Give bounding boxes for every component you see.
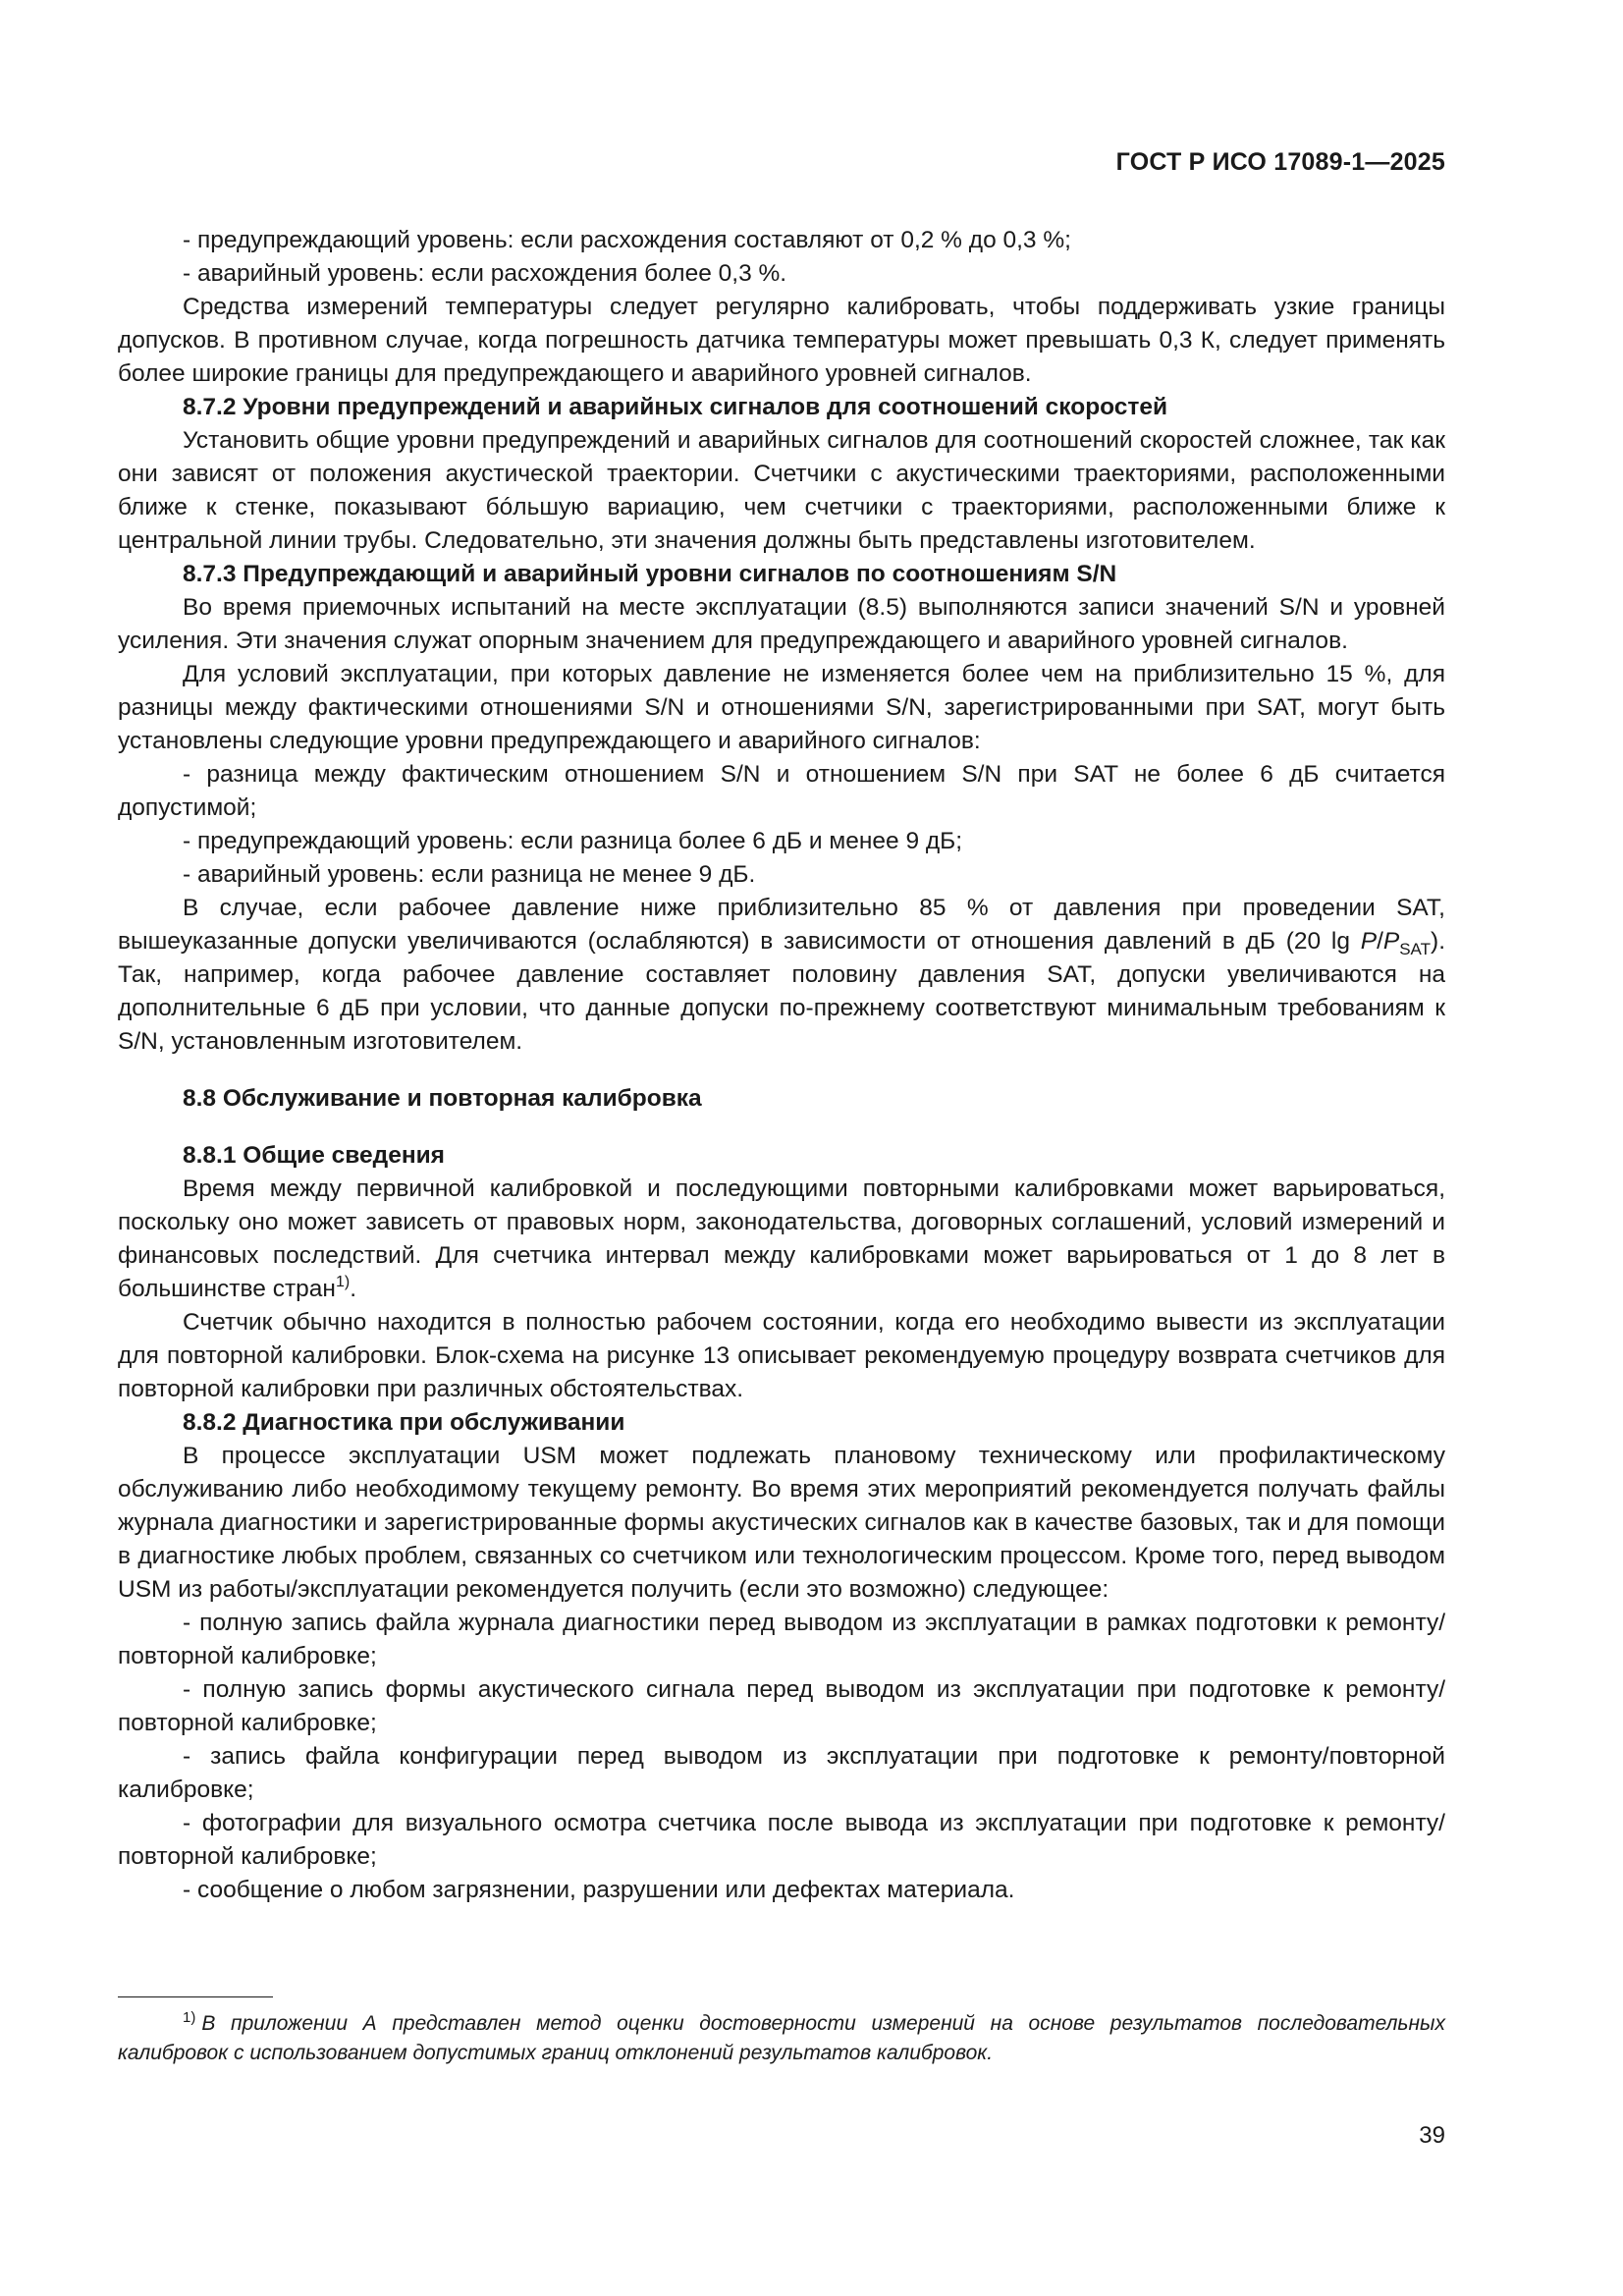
paragraph: Счетчик обычно находится в полностью рабочем состоянии, когда его необходимо вывести из эксплуатации для повторной калибровки. Блок-схема на рисунке 13 описывает рекомендуемую процедуру возврата счетчиков для повторной калибровки при различных обстоятельствах. (118, 1309, 1445, 1402)
document-page (118, 0, 1445, 2296)
formula-subscript: SAT (1399, 940, 1432, 958)
paragraph: Во время приемочных испытаний на месте эксплуатации (8.5) выполняются записи значений S/N и уровней усиления. Эти значения служат опорным значением для предупреждающего и аварийного уровней сигналов. (118, 594, 1445, 654)
paragraph (118, 1173, 1445, 1306)
paragraph: - аварийный уровень: если разница не менее 9 дБ. (183, 861, 756, 888)
paragraph: - предупреждающий уровень: если разница более 6 дБ и менее 9 дБ; (183, 828, 963, 854)
paragraph (118, 892, 1445, 1059)
paragraph: - запись файла конфигурации перед выводом из эксплуатации при подготовке к ремонту/повторной калибровке; (118, 1743, 1445, 1803)
paragraph-gap (118, 1059, 1445, 1082)
paragraph: - фотографии для визуального осмотра счетчика после вывода из эксплуатации при подготовке к ремонту/повторной калибровке; (118, 1810, 1445, 1870)
section-heading: 8.8 Обслуживание и повторная калибровка (183, 1085, 702, 1112)
footnote-text: В приложении А представлен метод оценки достоверности измерений на основе результатов последовательных калибровок с использованием допустимых границ отклонений результатов калибровок. (118, 2012, 1445, 2064)
paragraph: В процессе эксплуатации USM может подлежать плановому техническому или профилактическому обслуживанию либо необходимому текущему ремонту. Во время этих мероприятий рекомендуется получать файлы журнала диагностики и зарегистрированные формы акустических сигналов как в качестве базовых, так и для помощи в диагностике любых проблем, связанных со счетчиком или технологическим процессом. Кроме того, перед выводом USM из работы/эксплуатации рекомендуется получить (если это возможно) следующее: (118, 1443, 1445, 1603)
paragraph-text: . (350, 1276, 356, 1302)
paragraph-text: В случае, если рабочее давление ниже приблизительно 85 % от давления при проведении SAT, вышеуказанные допуски увеличиваются (ослабляются) в зависимости от отношения давлений в дБ (20 lg (118, 895, 1445, 955)
paragraph-text: Время между первичной калибровкой и последующими повторными калибровками может варьироваться, поскольку оно может зависеть от правовых норм, законодательства, договорных соглашений, условий измерений и финансовых последствий. Для счетчика интервал между калибровками может варьироваться от 1 до 8 лет в большинстве стран (118, 1175, 1445, 1302)
footnote-separator (118, 1996, 273, 1997)
section-heading: 8.7.3 Предупреждающий и аварийный уровни сигналов по соотношениям S/N (183, 561, 1117, 587)
page-number: 39 (1419, 2122, 1445, 2149)
paragraph: - полную запись формы акустического сигнала перед выводом из эксплуатации при подготовке к ремонту/повторной калибровке; (118, 1676, 1445, 1736)
document-header: ГОСТ Р ИСО 17089-1—2025 (1115, 148, 1445, 176)
footnote-mark: 1) (183, 2009, 196, 2026)
paragraph: Установить общие уровни предупреждений и аварийных сигналов для соотношений скоростей сложнее, так как они зависят от положения акустической траектории. Счетчики с акустическими траекториями, расположенными ближе к стенке, показывают бóльшую вариацию, чем счетчики с траекториями, расположенными ближе к центральной линии трубы. Следовательно, эти значения должны быть представлены изготовителем. (118, 427, 1445, 554)
paragraph: Средства измерений температуры следует регулярно калибровать, чтобы поддерживать узкие границы допусков. В противном случае, когда погрешность датчика температуры может превышать 0,3 К, следует применять более широкие границы для предупреждающего и аварийного уровней сигналов. (118, 294, 1445, 387)
footnote (118, 2003, 1445, 2068)
formula-variable: P (1382, 928, 1400, 955)
formula-operator: / (1377, 928, 1383, 955)
paragraph: - предупреждающий уровень: если расхождения составляют от 0,2 % до 0,3 %; (183, 227, 1071, 253)
document-body (118, 224, 1445, 1907)
paragraph: - разница между фактическим отношением S/N и отношением S/N при SAT не более 6 дБ считается допустимой; (118, 761, 1445, 821)
section-heading: 8.8.1 Общие сведения (183, 1142, 445, 1169)
paragraph-text: ). Так, например, когда рабочее давление составляет половину давления SAT, допуски увеличиваются на дополнительные 6 дБ при условии, что данные допуски по-прежнему соответствуют минимальным требованиям к S/N, установленным изготовителем. (118, 928, 1445, 1055)
paragraph-gap (118, 1116, 1445, 1139)
paragraph: - аварийный уровень: если расхождения более 0,3 %. (183, 260, 787, 287)
paragraph: - полную запись файла журнала диагностики перед выводом из эксплуатации в рамках подготовки к ремонту/повторной калибровке; (118, 1610, 1445, 1669)
paragraph: Для условий эксплуатации, при которых давление не изменяется более чем на приблизительно 15 %, для разницы между фактическими отношениями S/N и отношениями S/N, зарегистрированными при SAT, могут быть установлены следующие уровни предупреждающего и аварийного сигналов: (118, 661, 1445, 754)
formula-variable: P (1360, 928, 1378, 955)
paragraph: - сообщение о любом загрязнении, разрушении или дефектах материала. (183, 1877, 1015, 1903)
section-heading: 8.8.2 Диагностика при обслуживании (183, 1409, 625, 1436)
section-heading: 8.7.2 Уровни предупреждений и аварийных сигналов для соотношений скоростей (183, 394, 1168, 420)
footnote-reference[interactable]: 1) (335, 1274, 351, 1290)
